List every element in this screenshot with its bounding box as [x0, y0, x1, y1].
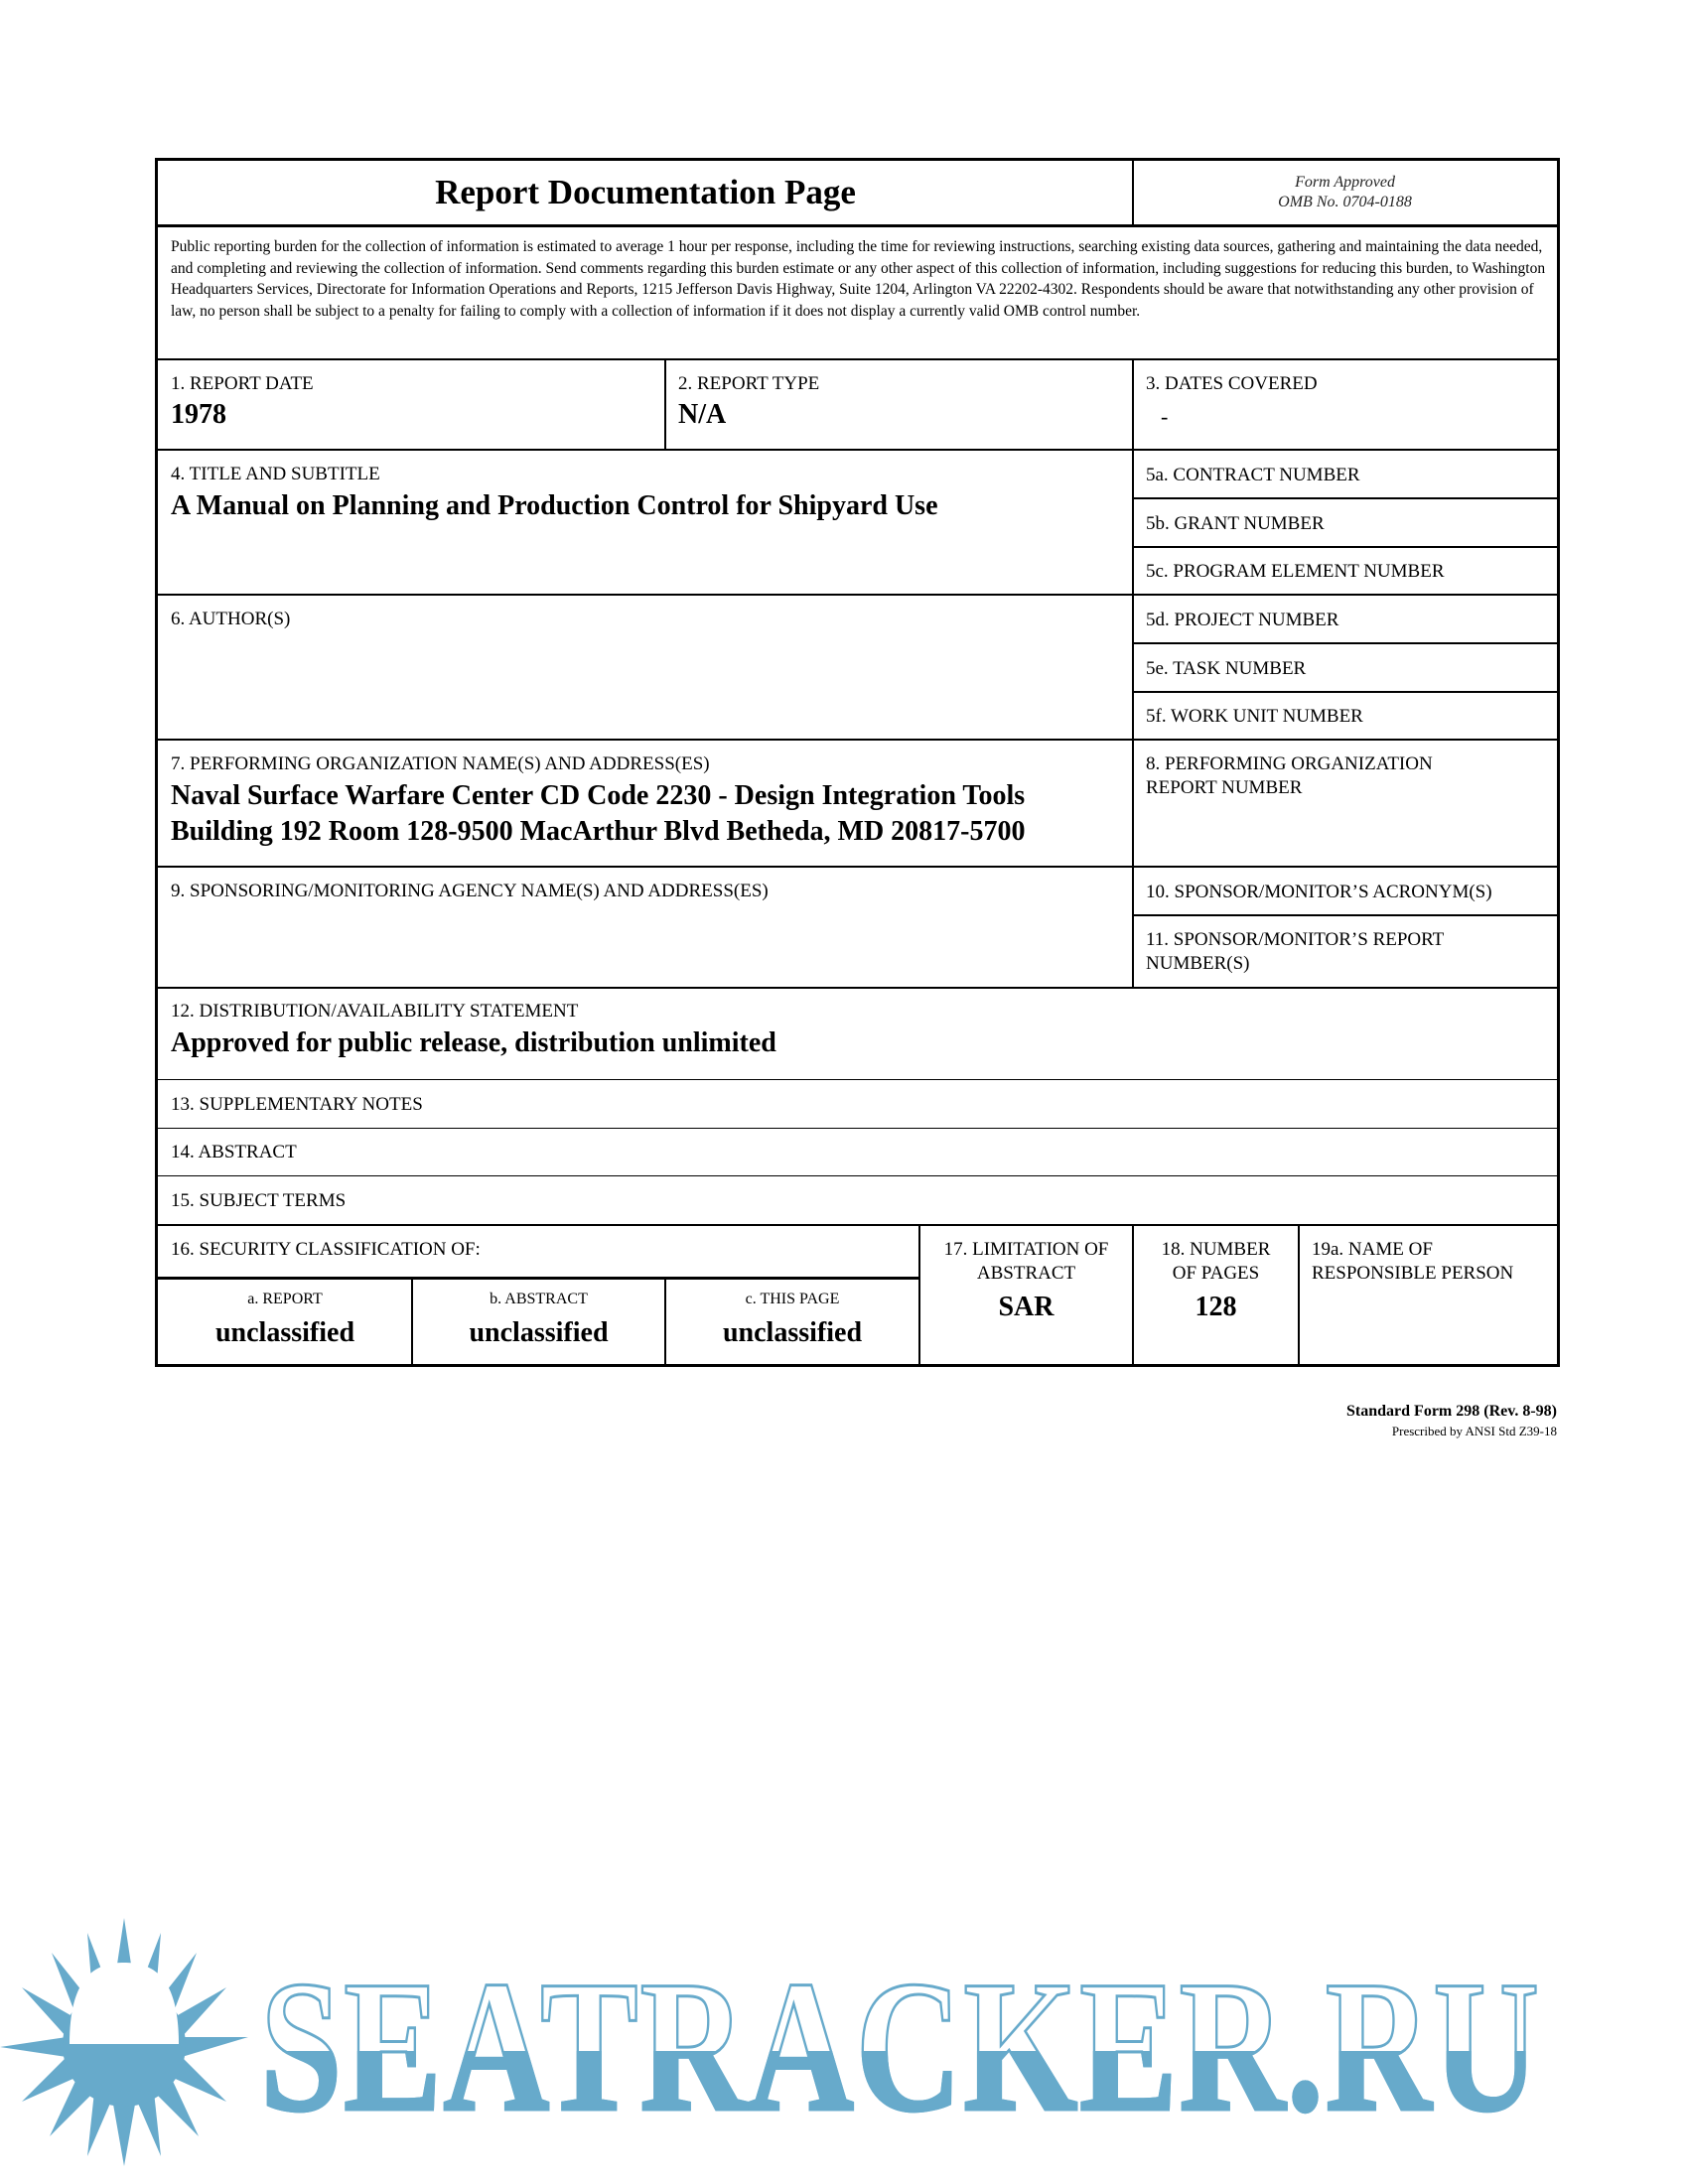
abstract-classification-label: b. ABSTRACT: [490, 1291, 588, 1307]
authors-label: 6. AUTHOR(S): [171, 609, 291, 629]
divider: [1133, 497, 1557, 499]
divider: [158, 1175, 1557, 1176]
task-number-label: 5e. TASK NUMBER: [1146, 658, 1307, 679]
divider: [158, 739, 1557, 741]
label-line: 18. NUMBER: [1161, 1239, 1271, 1260]
report-classification-label: a. REPORT: [247, 1291, 323, 1307]
performing-org-line1: Naval Surface Warfare Center CD Code 2230 - Design Integration Tools: [171, 780, 1026, 811]
distribution-label: 12. DISTRIBUTION/AVAILABILITY STATEMENT: [171, 1001, 579, 1022]
label-line: RESPONSIBLE PERSON: [1312, 1263, 1514, 1284]
report-classification-value: unclassified: [214, 1317, 355, 1348]
divider: [158, 224, 1557, 227]
divider: [1132, 359, 1134, 988]
title-value: A Manual on Planning and Production Control for Shipyard Use: [171, 490, 938, 521]
label-line: 8. PERFORMING ORGANIZATION: [1146, 753, 1433, 774]
security-classification-label: 16. SECURITY CLASSIFICATION OF:: [171, 1239, 481, 1260]
report-date-label: 1. REPORT DATE: [171, 373, 314, 394]
report-date-value: 1978: [171, 399, 226, 430]
limitation-of-abstract-label: [919, 1238, 1133, 1286]
dates-covered-value: -: [1161, 404, 1169, 429]
label-line: REPORT NUMBER: [1146, 777, 1303, 798]
omb-number: OMB No. 0704-0188: [1278, 194, 1412, 210]
divider: [158, 1079, 1557, 1080]
label-line: 17. LIMITATION OF: [943, 1239, 1109, 1260]
burden-statement: Public reporting burden for the collection of information is estimated to average 1 hour per response, including the time for reviewing instructions, searching existing data sources, gathering and maintaining the data needed, and completing and reviewing the collection of information. Send comments regarding this burden estimate or any other aspect of this collection of information, including suggestions for reducing this burden, to Washington Headquarters Services, Directorate for Information Operations and Reports, 1215 Jefferson Davis Highway, Suite 1204, Arlington VA 22202-4302. Respondents should be aware that notwithstanding any other provision of law, no person shall be subject to a penalty for failing to comply with a collection of information if it does not display a currently valid OMB control number.: [171, 238, 1546, 320]
abstract-classification-value: unclassified: [469, 1317, 609, 1348]
limitation-of-abstract-value: SAR: [998, 1292, 1055, 1322]
divider: [1133, 546, 1557, 548]
sponsor-acronym-label: 10. SPONSOR/MONITOR’S ACRONYM(S): [1146, 882, 1492, 902]
form-designation: Standard Form 298 (Rev. 8-98): [1346, 1403, 1557, 1420]
form-approved: [1133, 173, 1557, 212]
divider: [158, 358, 1557, 360]
sponsoring-agency-label: 9. SPONSORING/MONITORING AGENCY NAME(S) AND ADDRESS(ES): [171, 881, 769, 901]
prescribed-by: Prescribed by ANSI Std Z39-18: [1391, 1424, 1557, 1438]
form-approved-label: Form Approved: [1295, 174, 1395, 191]
abstract-label: 14. ABSTRACT: [171, 1142, 297, 1162]
program-element-label: 5c. PROGRAM ELEMENT NUMBER: [1146, 561, 1445, 582]
number-of-pages-value: 128: [1195, 1292, 1237, 1322]
divider: [1133, 642, 1557, 644]
title-label: 4. TITLE AND SUBTITLE: [171, 464, 380, 484]
supplementary-notes-label: 13. SUPPLEMENTARY NOTES: [171, 1094, 423, 1115]
report-type-label: 2. REPORT TYPE: [678, 373, 820, 394]
divider: [158, 866, 1557, 868]
divider: [158, 449, 1557, 451]
sun-logo-icon: [0, 1918, 248, 2166]
page-title: Report Documentation Page: [435, 173, 856, 211]
label-line: 19a. NAME OF: [1312, 1239, 1433, 1260]
subject-terms-label: 15. SUBJECT TERMS: [171, 1190, 347, 1211]
performing-org-report-label: [1146, 752, 1433, 800]
project-number-label: 5d. PROJECT NUMBER: [1146, 610, 1339, 630]
divider: [1133, 914, 1557, 916]
performing-org-label: 7. PERFORMING ORGANIZATION NAME(S) AND ADDRESS(ES): [171, 753, 710, 774]
label-line: ABSTRACT: [976, 1263, 1076, 1284]
page-classification-label: c. THIS PAGE: [745, 1291, 840, 1307]
responsible-person-label: [1312, 1238, 1513, 1286]
divider: [158, 987, 1557, 989]
divider: [1133, 691, 1557, 693]
grant-number-label: 5b. GRANT NUMBER: [1146, 513, 1325, 534]
label-line: OF PAGES: [1172, 1263, 1260, 1284]
label-line: NUMBER(S): [1146, 953, 1250, 974]
divider: [664, 359, 666, 450]
divider: [158, 594, 1557, 596]
performing-org-line2: Building 192 Room 128-9500 MacArthur Blvd Betheda, MD 20817-5700: [171, 816, 1026, 847]
divider: [158, 1128, 1557, 1129]
label-line: 11. SPONSOR/MONITOR’S REPORT: [1146, 929, 1445, 950]
report-documentation-form: [155, 158, 1560, 1367]
work-unit-label: 5f. WORK UNIT NUMBER: [1146, 706, 1363, 727]
divider: [158, 1224, 1557, 1226]
sun-highlight: [70, 1963, 179, 2044]
distribution-value: Approved for public release, distribution unlimited: [171, 1027, 776, 1058]
contract-number-label: 5a. CONTRACT NUMBER: [1146, 465, 1360, 485]
watermark-text: SEATRACKER.RU: [260, 1943, 1541, 2151]
number-of-pages-label: [1133, 1238, 1299, 1286]
dates-covered-label: 3. DATES COVERED: [1146, 373, 1318, 394]
sponsor-report-number-label: [1146, 928, 1444, 976]
report-type-value: N/A: [678, 399, 727, 430]
page-classification-value: unclassified: [722, 1317, 863, 1348]
divider: [158, 1277, 919, 1280]
